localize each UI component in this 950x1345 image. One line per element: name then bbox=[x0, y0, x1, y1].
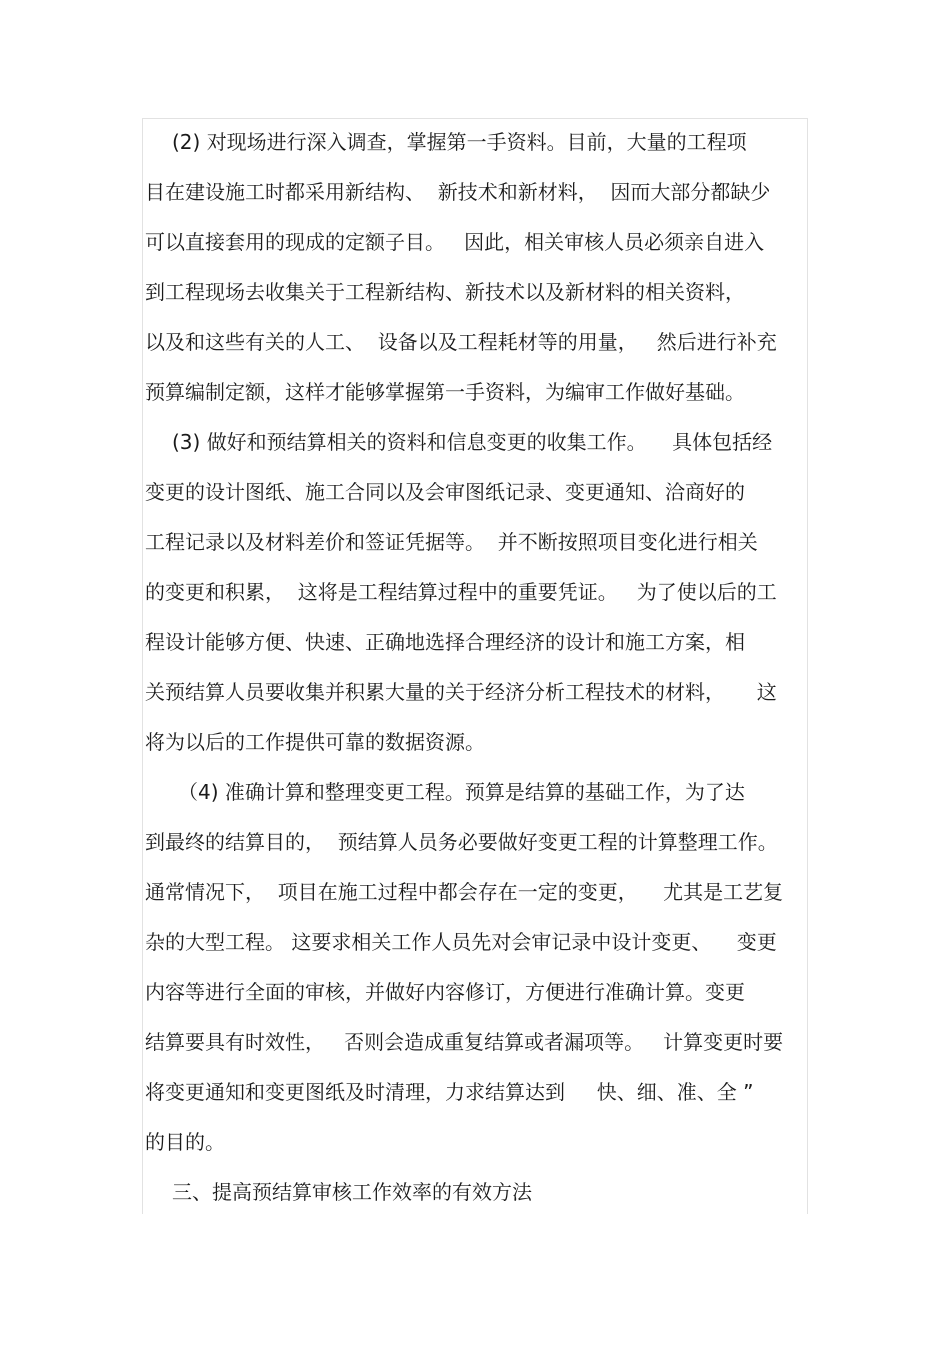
paragraph-line: (2) 对现场进行深入调查，掌握第一手资料。目前，大量的工程项 bbox=[172, 130, 747, 154]
paragraph-line: 内容等进行全面的审核，并做好内容修订，方便进行准确计算。变更 bbox=[145, 980, 745, 1004]
paragraph-line: 关预结算人员要收集并积累大量的关于经济分析工程技术的材料， 这 bbox=[145, 680, 777, 704]
paragraph-line: 将为以后的工作提供可靠的数据资源。 bbox=[145, 730, 485, 754]
paragraph-line: 以及和这些有关的人工、 设备以及工程耗材等的用量， 然后进行补充 bbox=[145, 330, 777, 354]
paragraph-line: 可以直接套用的现成的定额子目。 因此，相关审核人员必须亲自进入 bbox=[145, 230, 765, 254]
paragraph-line: (3) 做好和预结算相关的资料和信息变更的收集工作。 具体包括经 bbox=[172, 430, 773, 454]
paragraph-line: 到工程现场去收集关于工程新结构、新技术以及新材料的相关资料， bbox=[145, 280, 745, 304]
paragraph-line: 结算要具有时效性， 否则会造成重复结算或者漏项等。 计算变更时要 bbox=[145, 1030, 784, 1054]
section-heading: 三、提高预结算审核工作效率的有效方法 bbox=[172, 1180, 532, 1204]
paragraph-line: （4) 准确计算和整理变更工程。预算是结算的基础工作，为了达 bbox=[178, 780, 745, 804]
paragraph-line: 杂的大型工程。 这要求相关工作人员先对会审记录中设计变更、 变更 bbox=[145, 930, 777, 954]
paragraph-line: 的目的。 bbox=[145, 1130, 225, 1154]
paragraph-line: 的变更和积累， 这将是工程结算过程中的重要凭证。 为了使以后的工 bbox=[145, 580, 777, 604]
paragraph-line: 将变更通知和变更图纸及时清理，力求结算达到 快、细、准、全 ” bbox=[145, 1080, 754, 1104]
paragraph-line: 预算编制定额，这样才能够掌握第一手资料，为编审工作做好基础。 bbox=[145, 380, 745, 404]
paragraph-line: 程设计能够方便、快速、正确地选择合理经济的设计和施工方案，相 bbox=[145, 630, 745, 654]
paragraph-line: 工程记录以及材料差价和签证凭据等。 并不断按照项目变化进行相关 bbox=[145, 530, 758, 554]
paragraph-line: 通常情况下， 项目在施工过程中都会存在一定的变更， 尤其是工艺复 bbox=[145, 880, 784, 904]
paragraph-line: 变更的设计图纸、施工合同以及会审图纸记录、变更通知、洽商好的 bbox=[145, 480, 745, 504]
paragraph-line: 到最终的结算目的， 预结算人员务必要做好变更工程的计算整理工作。 bbox=[145, 830, 778, 854]
paragraph-line: 目在建设施工时都采用新结构、 新技术和新材料， 因而大部分都缺少 bbox=[145, 180, 771, 204]
